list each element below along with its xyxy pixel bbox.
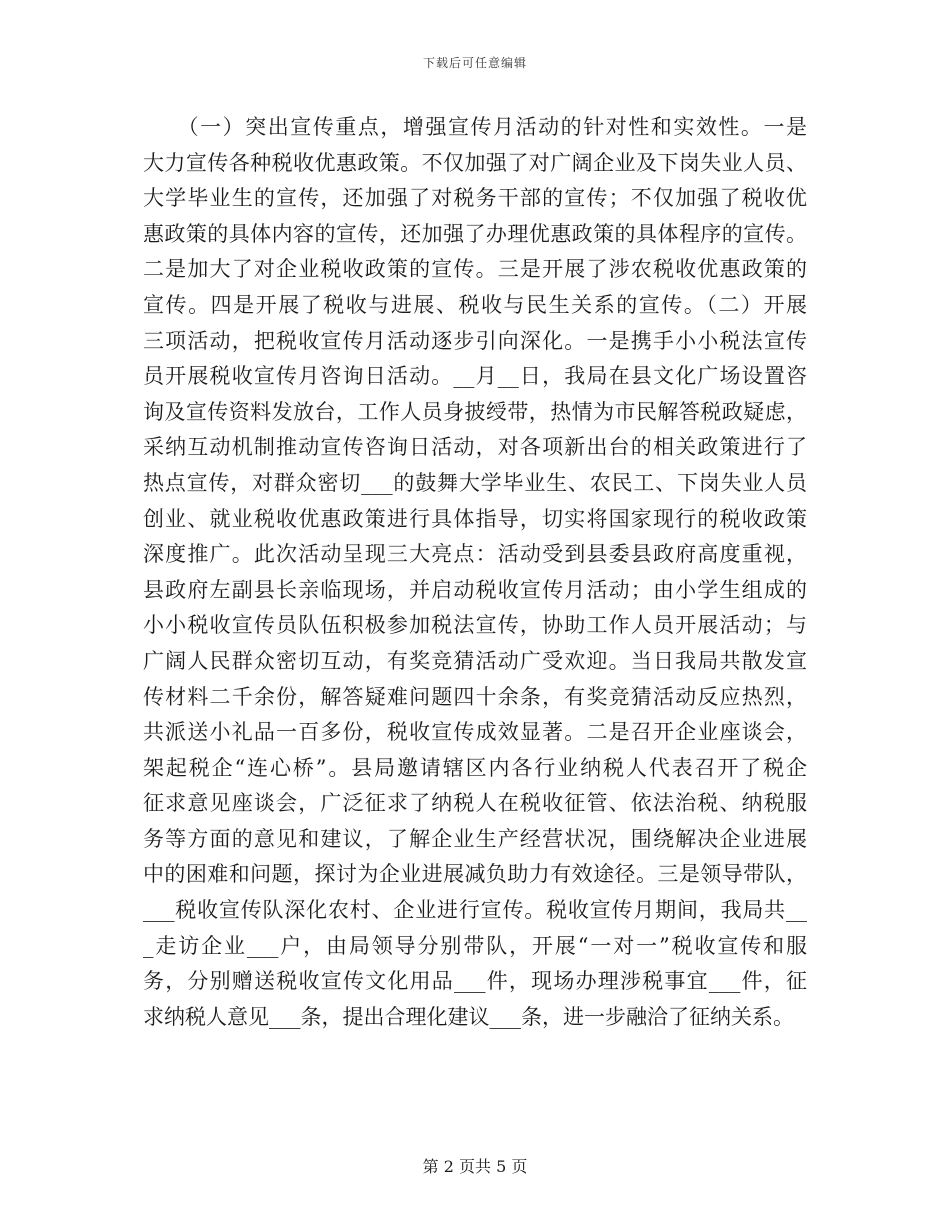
text-line: 小小税收宣传员队伍积极参加税法宣传，协助工作人员开展活动；与 xyxy=(143,613,807,638)
text-line: 传材料二千余份，解答疑难问题四十余条，有奖竞猜活动反应热烈， xyxy=(143,684,807,709)
text-line: 询及宣传资料发放台，工作人员身披绶带，热情为市民解答税政疑虑， xyxy=(143,399,807,424)
text-line: 深度推广。此次活动呈现三大亮点：活动受到县委县政府高度重视， xyxy=(143,542,807,567)
text-line: 宣传。四是开展了税收与进展、税收与民生关系的宣传。（二）开展 xyxy=(143,292,807,317)
text-line: 三项活动，把税收宣传月活动逐步引向深化。一是携手小小税法宣传 xyxy=(143,328,807,353)
text-line: 惠政策的具体内容的宣传，还加强了办理优惠政策的具体程序的宣传。 xyxy=(143,221,807,246)
text-line: 县政府左副县长亲临现场，并启动税收宣传月活动；由小学生组成的 xyxy=(143,577,807,602)
text-line: 大力宣传各种税收优惠政策。不仅加强了对广阔企业及下岗失业人员、 xyxy=(143,150,807,175)
text-line: 创业、就业税收优惠政策进行具体指导，切实将国家现行的税收政策 xyxy=(143,506,807,531)
text-line: 务等方面的意见和建议，了解企业生产经营状况，围绕解决企业进展 xyxy=(143,826,807,851)
page-number: 第 2 页共 5 页 xyxy=(422,1157,528,1176)
text-line: 采纳互动机制推动宣传咨询日活动，对各项新出台的相关政策进行了 xyxy=(143,435,807,460)
text-line: _走访企业___户，由局领导分别带队，开展“一对一”税收宣传和服 xyxy=(143,933,807,958)
text-line: 广阔人民群众密切互动，有奖竞猜活动广受欢迎。当日我局共散发宣 xyxy=(143,648,807,673)
text-line: 共派送小礼品一百多份，税收宣传成效显著。二是召开企业座谈会， xyxy=(143,720,807,745)
body-paragraph xyxy=(143,110,807,1035)
text-line: 大学毕业生的宣传，还加强了对税务干部的宣传；不仅加强了税收优 xyxy=(143,186,807,211)
text-line: 二是加大了对企业税收政策的宣传。三是开展了涉农税收优惠政策的 xyxy=(143,257,807,282)
text-line: 征求意见座谈会，广泛征求了纳税人在税收征管、依法治税、纳税服 xyxy=(143,791,807,816)
text-line: （一）突出宣传重点，增强宣传月活动的针对性和实效性。一是 xyxy=(143,115,807,139)
text-line: 中的困难和问题，探讨为企业进展减负助力有效途径。三是领导带队， xyxy=(143,862,807,887)
text-line: ___税收宣传队深化农村、企业进行宣传。税收宣传月期间，我局共__ xyxy=(143,898,807,923)
text-line: 员开展税收宣传月咨询日活动。__月__日，我局在县文化广场设置咨 xyxy=(143,364,807,389)
text-line: 务，分别赠送税收宣传文化用品___件，现场办理涉税事宜___件，征 xyxy=(143,969,807,994)
header-note: 下载后可任意编辑 xyxy=(422,56,527,70)
text-line: 架起税企“连心桥”。县局邀请辖区内各行业纳税人代表召开了税企 xyxy=(143,755,807,780)
text-line: 求纳税人意见___条，提出合理化建议___条，进一步融洽了征纳关系。 xyxy=(143,1004,794,1029)
text-line: 热点宣传，对群众密切___的鼓舞大学毕业生、农民工、下岗失业人员 xyxy=(143,470,807,495)
